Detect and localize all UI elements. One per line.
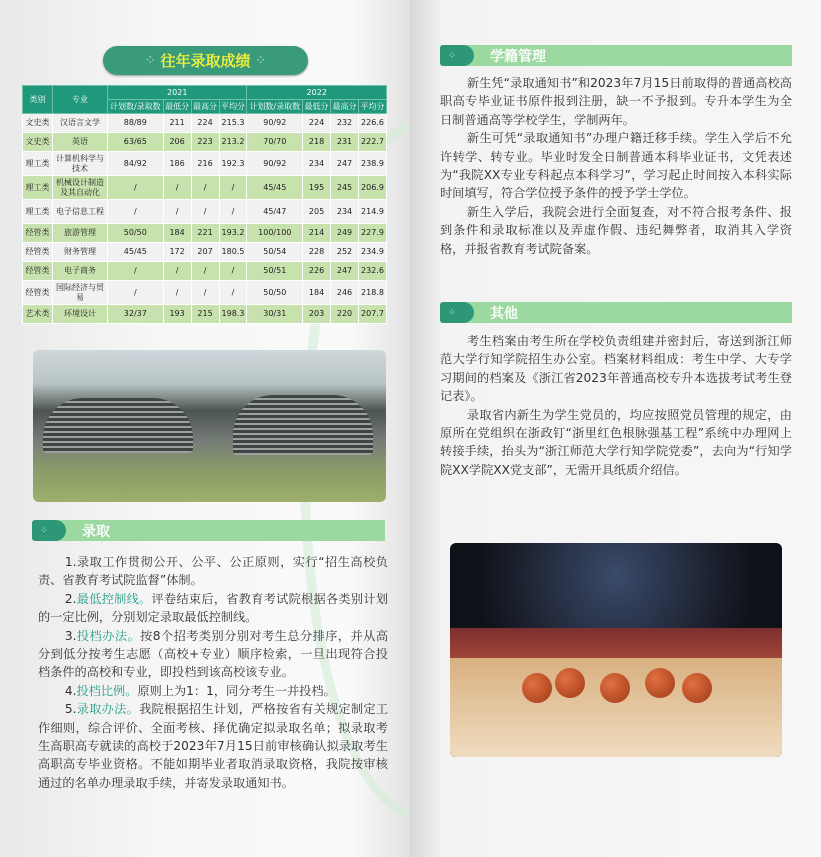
cell-category: 经管类	[23, 224, 53, 243]
cell-value: /	[191, 281, 219, 305]
cell-value: /	[219, 176, 247, 200]
para-text: 原则上为1：1，同分考生一并投档。	[137, 683, 336, 698]
other-section-title: 其他	[490, 305, 518, 322]
col-plan: 计划数/录取数	[247, 100, 303, 114]
col-min: 最低分	[163, 100, 191, 114]
para-number: 2.	[64, 591, 77, 606]
table-row	[23, 176, 387, 200]
left-page	[0, 0, 410, 857]
cell-value: /	[219, 281, 247, 305]
cell-value: 206	[163, 133, 191, 152]
para-text: 评卷结束后，省教育考试院根据各类别计划的一定比例，分别划定录取最低控制线。	[38, 591, 389, 625]
col-max: 最高分	[191, 100, 219, 114]
enrollment-para: 新生凭“录取通知书”和2023年7月15日前取得的普通高校高职高专毕业证书原件报到注册，缺一不予报到。专升本学生为全日制普通高等学校学生，学制两年。	[440, 76, 792, 127]
enrollment-section-header	[440, 45, 792, 66]
dots-icon: ⁘	[440, 302, 474, 323]
other-text	[440, 332, 792, 479]
cell-value: /	[108, 281, 164, 305]
enrollment-para: 新生可凭“录取通知书”办理户籍迁移手续。学生入学后不允许转学、转专业。毕业时发全日制普通本科毕业证书，文凭表述为“我院XX专业专科起点本科学习”，学习起止时间按入本科实际时间填写，符合学位授予条件的授予学士学位。	[440, 131, 792, 201]
cell-value: 247	[331, 152, 359, 176]
enrollment-section-title: 学籍管理	[490, 48, 546, 65]
col-avg: 平均分	[219, 100, 247, 114]
admission-para-4	[38, 682, 388, 700]
admission-section-title: 录取	[82, 523, 110, 540]
cell-value: 205	[303, 200, 331, 224]
cell-value: 195	[303, 176, 331, 200]
cell-value: 206.9	[358, 176, 386, 200]
other-section-header	[440, 302, 792, 323]
col-plan: 计划数/录取数	[108, 100, 164, 114]
cell-value: /	[163, 281, 191, 305]
cell-category: 艺术类	[23, 305, 53, 324]
cell-value: 234.9	[358, 243, 386, 262]
cell-value: 207.7	[358, 305, 386, 324]
cell-value: 224	[303, 114, 331, 133]
cell-major: 国际经济与贸易	[53, 281, 108, 305]
cell-major: 英语	[53, 133, 108, 152]
col-year-2021: 2021	[108, 86, 247, 100]
cell-value: 214	[303, 224, 331, 243]
basketball	[522, 673, 552, 703]
table-row	[23, 224, 387, 243]
dots-icon: ⁘	[440, 45, 474, 66]
cell-value: 245	[331, 176, 359, 200]
cell-category: 经管类	[23, 243, 53, 262]
right-page	[410, 0, 821, 857]
cell-value: /	[163, 176, 191, 200]
cell-category: 理工类	[23, 176, 53, 200]
cell-value: 232.6	[358, 262, 386, 281]
cell-major: 旅游管理	[53, 224, 108, 243]
para-text: 按8个招考类别分别对考生总分排序，并从高分到低分按考生志愿（高校+专业）顺序检索，一旦出现符合投档条件的高校和专业，即投档到该高校该专业。	[38, 628, 389, 680]
cell-value: 218	[303, 133, 331, 152]
cell-value: 63/65	[108, 133, 164, 152]
cell-category: 经管类	[23, 281, 53, 305]
cell-major: 机械设计制造及其自动化	[53, 176, 108, 200]
admission-para-2	[38, 590, 388, 627]
basketball	[555, 668, 585, 698]
cell-value: 221	[191, 224, 219, 243]
cell-major: 环境设计	[53, 305, 108, 324]
table-row	[23, 243, 387, 262]
cell-value: 50/54	[247, 243, 303, 262]
cell-value: 238.9	[358, 152, 386, 176]
col-max: 最高分	[331, 100, 359, 114]
enrollment-para: 新生入学后，我院会进行全面复查，对不符合报考条件、报到条件和录取标准以及弄虚作假、违纪舞弊者，取消其入学资格，并报省教育考试院备案。	[440, 204, 792, 256]
basketball	[600, 673, 630, 703]
cell-value: /	[108, 200, 164, 224]
cell-value: 45/45	[108, 243, 164, 262]
cell-value: 192.3	[219, 152, 247, 176]
para-lead: 投档办法。	[76, 628, 141, 643]
basketball	[682, 673, 712, 703]
cell-value: 45/47	[247, 200, 303, 224]
para-lead: 录取办法。	[76, 702, 140, 717]
cell-category: 理工类	[23, 200, 53, 224]
cell-value: 226	[303, 262, 331, 281]
para-lead: 最低控制线。	[76, 591, 152, 606]
cell-value: 231	[331, 133, 359, 152]
cell-value: 88/89	[108, 114, 164, 133]
para-lead: 投档比例。	[76, 683, 138, 698]
enrollment-text	[440, 74, 792, 258]
cell-value: 232	[331, 114, 359, 133]
cell-value: /	[108, 176, 164, 200]
cell-value: 70/70	[247, 133, 303, 152]
cell-major: 汉语言文学	[53, 114, 108, 133]
cell-value: 84/92	[108, 152, 164, 176]
cell-category: 理工类	[23, 152, 53, 176]
cell-value: /	[191, 176, 219, 200]
campus-aerial-photo	[33, 350, 386, 502]
other-para: 考生档案由考生所在学校负责组建并密封后，寄送到浙江师范大学行知学院招生办公室。档案材料组成：考生中学、大专学习期间的档案及《浙江省2023年普通高校专升本选拔考试考生登记表》。	[440, 334, 792, 404]
col-major: 专业	[53, 86, 108, 114]
cell-value: 193	[163, 305, 191, 324]
cell-value: 234	[331, 200, 359, 224]
admission-para-5	[38, 700, 388, 792]
cell-value: 184	[163, 224, 191, 243]
cell-value: /	[219, 262, 247, 281]
admission-para-3	[38, 627, 388, 682]
col-avg: 平均分	[358, 100, 386, 114]
cell-value: /	[191, 200, 219, 224]
cell-value: 214.9	[358, 200, 386, 224]
cell-category: 文史类	[23, 114, 53, 133]
cell-major: 电子信息工程	[53, 200, 108, 224]
cell-value: 172	[163, 243, 191, 262]
scores-title-banner	[103, 46, 308, 75]
cell-value: 228	[303, 243, 331, 262]
cell-value: 252	[331, 243, 359, 262]
para-text: 我院根据招生计划，严格按省有关规定制定工作细则，综合评价、全面考核、择优确定拟录取名单；拟录取考生高职高专就读的高校于2023年7月15日前审核确认拟录取考生高职高专毕业资格。不能如期毕业者取消录取资格，我院按审核通过的名单办理录取手续，并寄发录取通知书。	[38, 702, 389, 790]
table-row	[23, 152, 387, 176]
col-year-2022: 2022	[247, 86, 387, 100]
cell-value: 45/45	[247, 176, 303, 200]
cell-value: 227.9	[358, 224, 386, 243]
table-row	[23, 305, 387, 324]
other-para: 录取省内新生为学生党员的，均应按照党员管理的规定，由原所在党组织在浙政钉“浙里红色根脉强基工程”系统中办理网上转接手续，抬头为“浙江师范大学行知学院党委”，去向为“行知学院XX学院XX党支部”，无需开具纸质介绍信。	[440, 407, 792, 477]
para-number: 3.	[64, 628, 77, 643]
cell-value: 216	[191, 152, 219, 176]
cell-value: 246	[331, 281, 359, 305]
cell-value: 222.7	[358, 133, 386, 152]
cell-value: 203	[303, 305, 331, 324]
col-category: 类别	[23, 86, 53, 114]
admission-text	[38, 553, 388, 792]
cell-value: 215.3	[219, 114, 247, 133]
cell-value: 32/37	[108, 305, 164, 324]
cell-category: 文史类	[23, 133, 53, 152]
dots-icon: ⁘	[146, 55, 155, 66]
col-min: 最低分	[303, 100, 331, 114]
basketball	[645, 668, 675, 698]
cell-value: 186	[163, 152, 191, 176]
table-row	[23, 200, 387, 224]
table-row	[23, 262, 387, 281]
cell-value: 90/92	[247, 152, 303, 176]
para-number: 4.	[64, 683, 77, 698]
cell-value: 193.2	[219, 224, 247, 243]
cell-value: 198.3	[219, 305, 247, 324]
cell-value: /	[219, 200, 247, 224]
cell-value: 180.5	[219, 243, 247, 262]
cell-value: 207	[191, 243, 219, 262]
cell-value: 184	[303, 281, 331, 305]
admission-section-header	[32, 520, 385, 541]
gymnasium-photo	[450, 543, 782, 757]
cell-value: 90/92	[247, 114, 303, 133]
dots-icon: ⁘	[32, 520, 66, 541]
cell-value: 213.2	[219, 133, 247, 152]
cell-value: 234	[303, 152, 331, 176]
scores-table	[22, 85, 387, 324]
cell-value: /	[108, 262, 164, 281]
dots-icon: ⁘	[256, 55, 265, 66]
cell-value: 249	[331, 224, 359, 243]
cell-value: 50/50	[108, 224, 164, 243]
cell-category: 经管类	[23, 262, 53, 281]
cell-value: 218.8	[358, 281, 386, 305]
cell-value: 50/50	[247, 281, 303, 305]
admission-para-1: 1.录取工作贯彻公开、公平、公正原则，实行“招生高校负责、省教育考试院监督”体制。	[38, 555, 388, 588]
cell-value: /	[191, 262, 219, 281]
cell-value: 30/31	[247, 305, 303, 324]
cell-value: 220	[331, 305, 359, 324]
cell-major: 计算机科学与技术	[53, 152, 108, 176]
para-number: 5.	[64, 702, 77, 717]
cell-value: 100/100	[247, 224, 303, 243]
cell-value: 215	[191, 305, 219, 324]
cell-major: 财务管理	[53, 243, 108, 262]
scores-title: 往年录取成绩	[160, 52, 251, 70]
cell-value: /	[163, 200, 191, 224]
table-row	[23, 133, 387, 152]
cell-value: 226.6	[358, 114, 386, 133]
table-row	[23, 114, 387, 133]
cell-value: 223	[191, 133, 219, 152]
cell-value: 211	[163, 114, 191, 133]
cell-value: /	[163, 262, 191, 281]
cell-value: 247	[331, 262, 359, 281]
table-row	[23, 281, 387, 305]
cell-value: 50/51	[247, 262, 303, 281]
cell-major: 电子商务	[53, 262, 108, 281]
cell-value: 224	[191, 114, 219, 133]
